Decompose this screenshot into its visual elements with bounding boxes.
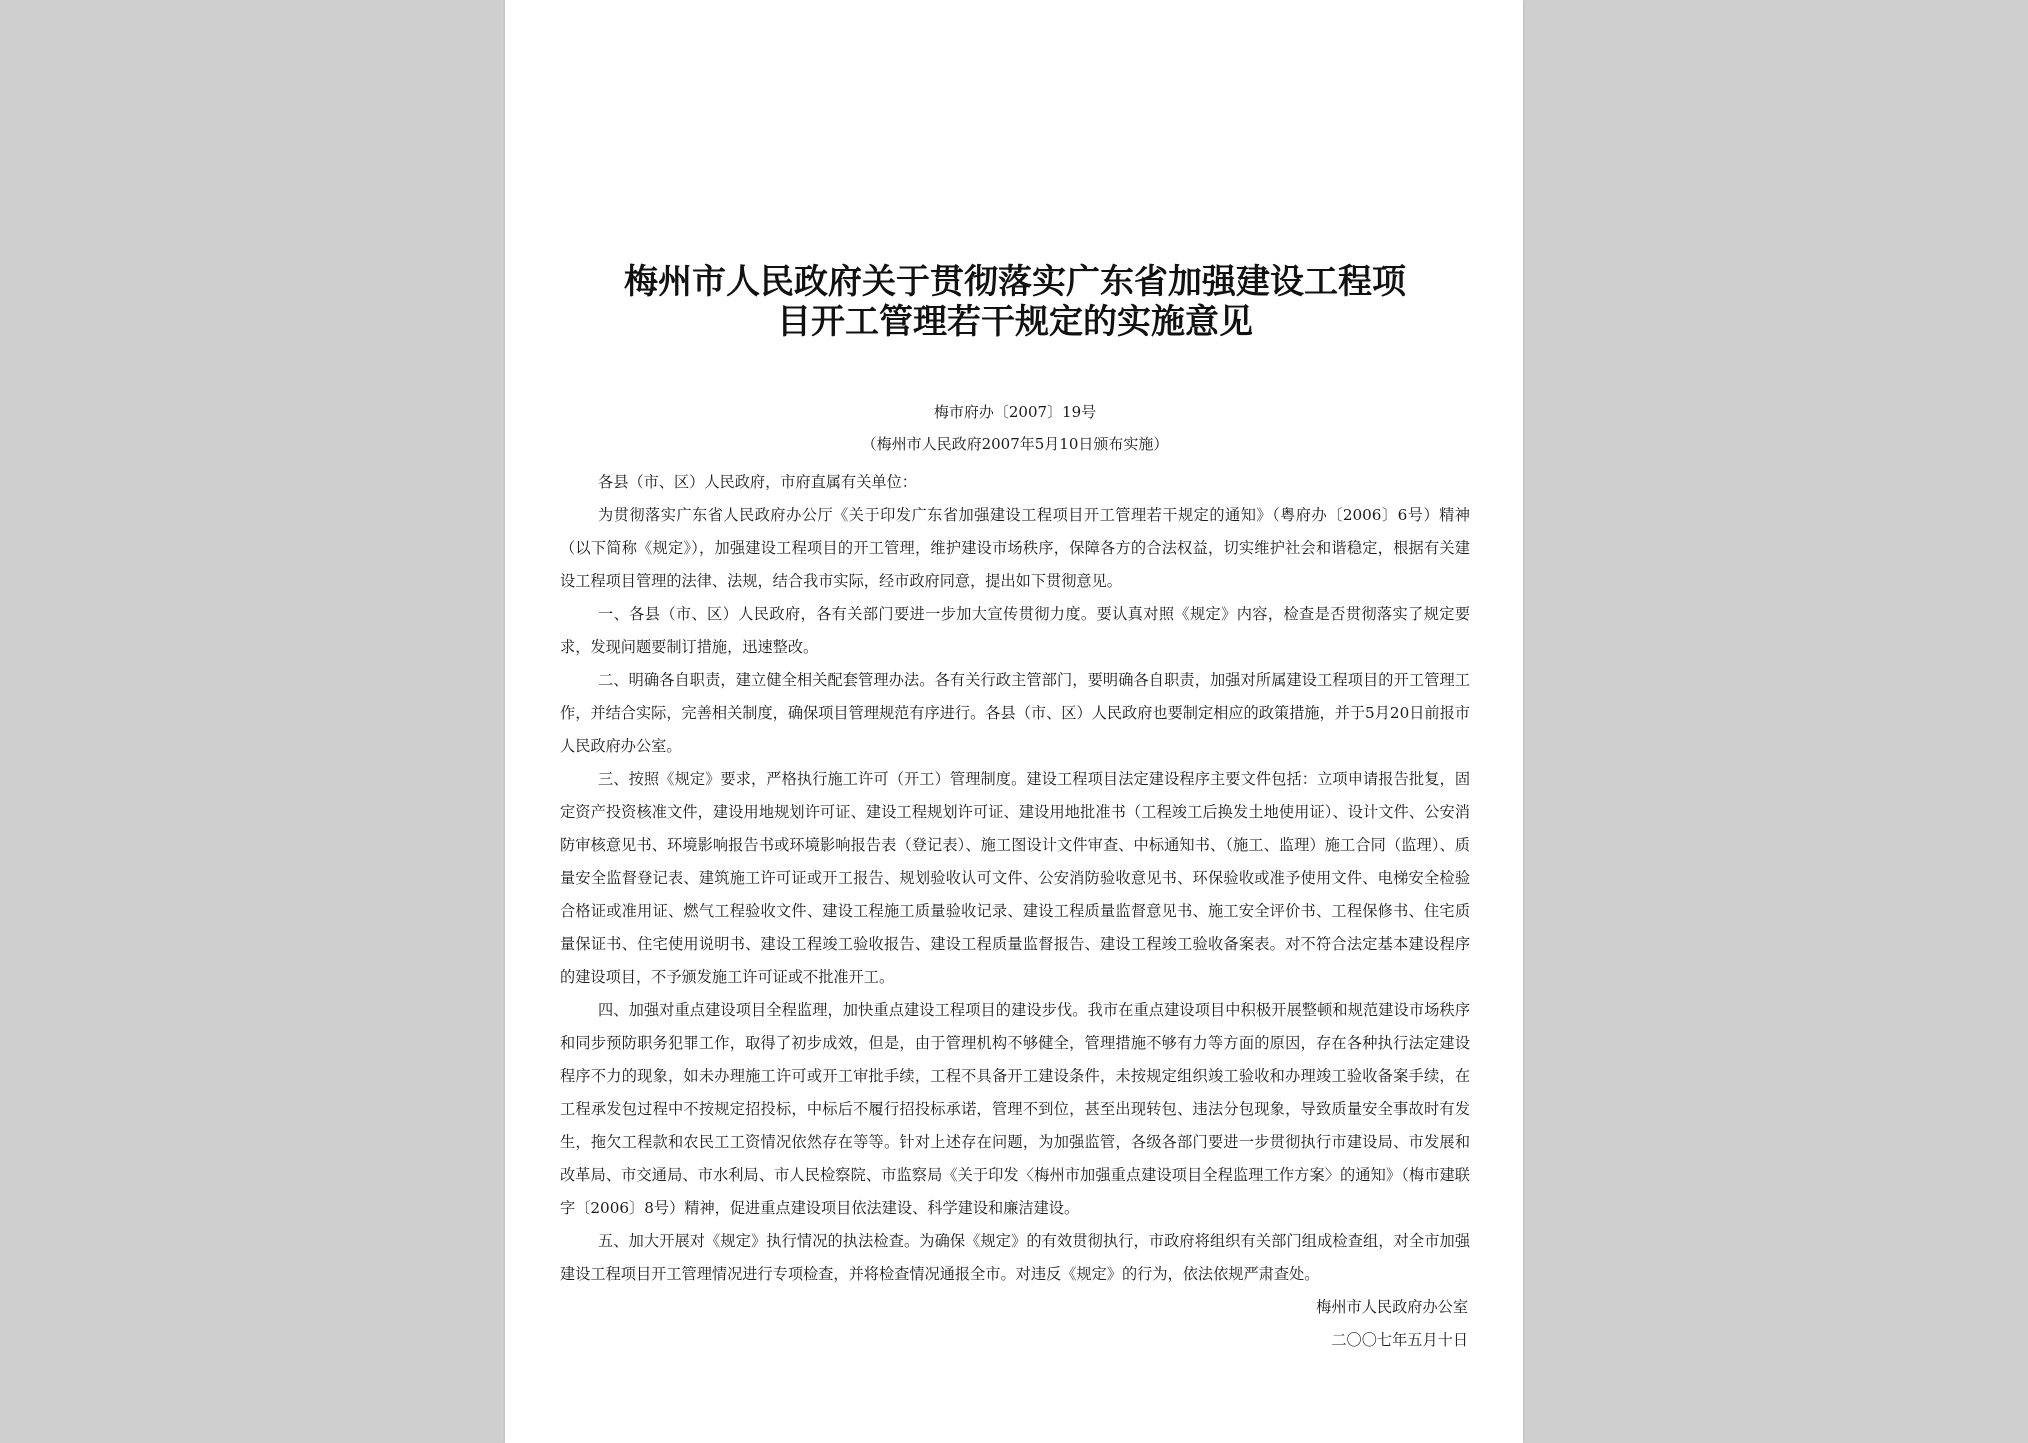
signer: 梅州市人民政府办公室	[1316, 1298, 1468, 1316]
paragraph-1: 一、各县（市、区）人民政府，各有关部门要进一步加大宣传贯彻力度。要认真对照《规定》内容，检查是否贯彻落实了规定要求，发现问题要制订措施，迅速整改。	[560, 605, 1470, 656]
document-number: 梅市府办〔2007〕19号	[933, 403, 1097, 421]
title-line-2: 目开工管理若干规定的实施意见	[777, 302, 1253, 342]
paragraph-intro: 为贯彻落实广东省人民政府办公厅《关于印发广东省加强建设工程项目开工管理若干规定的通知》（粤府办〔2006〕6号）精神（以下简称《规定》），加强建设工程项目的开工管理，维护建设市场秩序，保障各方的合法权益，切实维护社会和谐稳定，根据有关建设工程项目管理的法律、法规，结合我市实际，经市政府同意，提出如下贯彻意见。	[560, 506, 1470, 590]
document-page	[505, 0, 1523, 1443]
document-title	[560, 262, 1470, 342]
signature-date: 二〇〇七年五月十日	[1331, 1331, 1468, 1349]
paragraph-3: 三、按照《规定》要求，严格执行施工许可（开工）管理制度。建设工程项目法定建设程序主要文件包括：立项申请报告批复，固定资产投资核准文件，建设用地规划许可证、建设工程规划许可证、建设用地批准书（工程竣工后换发土地使用证）、设计文件、公安消防审核意见书、环境影响报告书或环境影响报告表（登记表）、施工图设计文件审查、中标通知书、（施工、监理）施工合同（监理）、质量安全监督登记表、建筑施工许可证或开工报告、规划验收认可文件、公安消防验收意见书、环保验收或准予使用文件、电梯安全检验合格证或准用证、燃气工程验收文件、建设工程施工质量验收记录、建设工程质量监督意见书、施工安全评价书、工程保修书、住宅质量保证书、住宅使用说明书、建设工程竣工验收报告、建设工程质量监督报告、建设工程竣工验收备案表。对不符合法定基本建设程序的建设项目，不予颁发施工许可证或不批准开工。	[560, 770, 1470, 986]
title-line-1: 梅州市人民政府关于贯彻落实广东省加强建设工程项	[624, 262, 1406, 302]
document-content	[560, 262, 1470, 1357]
paragraph-4: 四、加强对重点建设项目全程监理，加快重点建设工程项目的建设步伐。我市在重点建设项目中积极开展整顿和规范建设市场秩序和同步预防职务犯罪工作，取得了初步成效，但是，由于管理机构不够健全，管理措施不够有力等方面的原因，存在各种执行法定建设程序不力的现象，如未办理施工许可或开工审批手续，工程不具备开工建设条件，未按规定组织竣工验收和办理竣工验收备案手续，在工程承发包过程中不按规定招投标，中标后不履行招投标承诺，管理不到位，甚至出现转包、违法分包现象，导致质量安全事故时有发生，拖欠工程款和农民工工资情况依然存在等等。针对上述存在问题，为加强监管，各级各部门要进一步贯彻执行市建设局、市发展和改革局、市交通局、市水利局、市人民检察院、市监察局《关于印发〈梅州市加强重点建设项目全程监理工作方案〉的通知》（梅市建联字〔2006〕8号）精神，促进重点建设项目依法建设、科学建设和廉洁建设。	[560, 1001, 1470, 1217]
paragraph-5: 五、加大开展对《规定》执行情况的执法检查。为确保《规定》的有效贯彻执行，市政府将组织有关部门组成检查组，对全市加强建设工程项目开工管理情况进行专项检查，并将检查情况通报全市。对违反《规定》的行为，依法依规严肃查处。	[560, 1232, 1470, 1283]
salutation: 各县（市、区）人民政府，市府直属有关单位：	[598, 473, 917, 491]
paragraph-2: 二、明确各自职责，建立健全相关配套管理办法。各有关行政主管部门，要明确各自职责，加强对所属建设工程项目的开工管理工作，并结合实际，完善相关制度，确保项目管理规范有序进行。各县（市、区）人民政府也要制定相应的政策措施，并于5月20日前报市人民政府办公室。	[560, 671, 1470, 755]
issue-note: （梅州市人民政府2007年5月10日颁布实施）	[861, 435, 1169, 453]
